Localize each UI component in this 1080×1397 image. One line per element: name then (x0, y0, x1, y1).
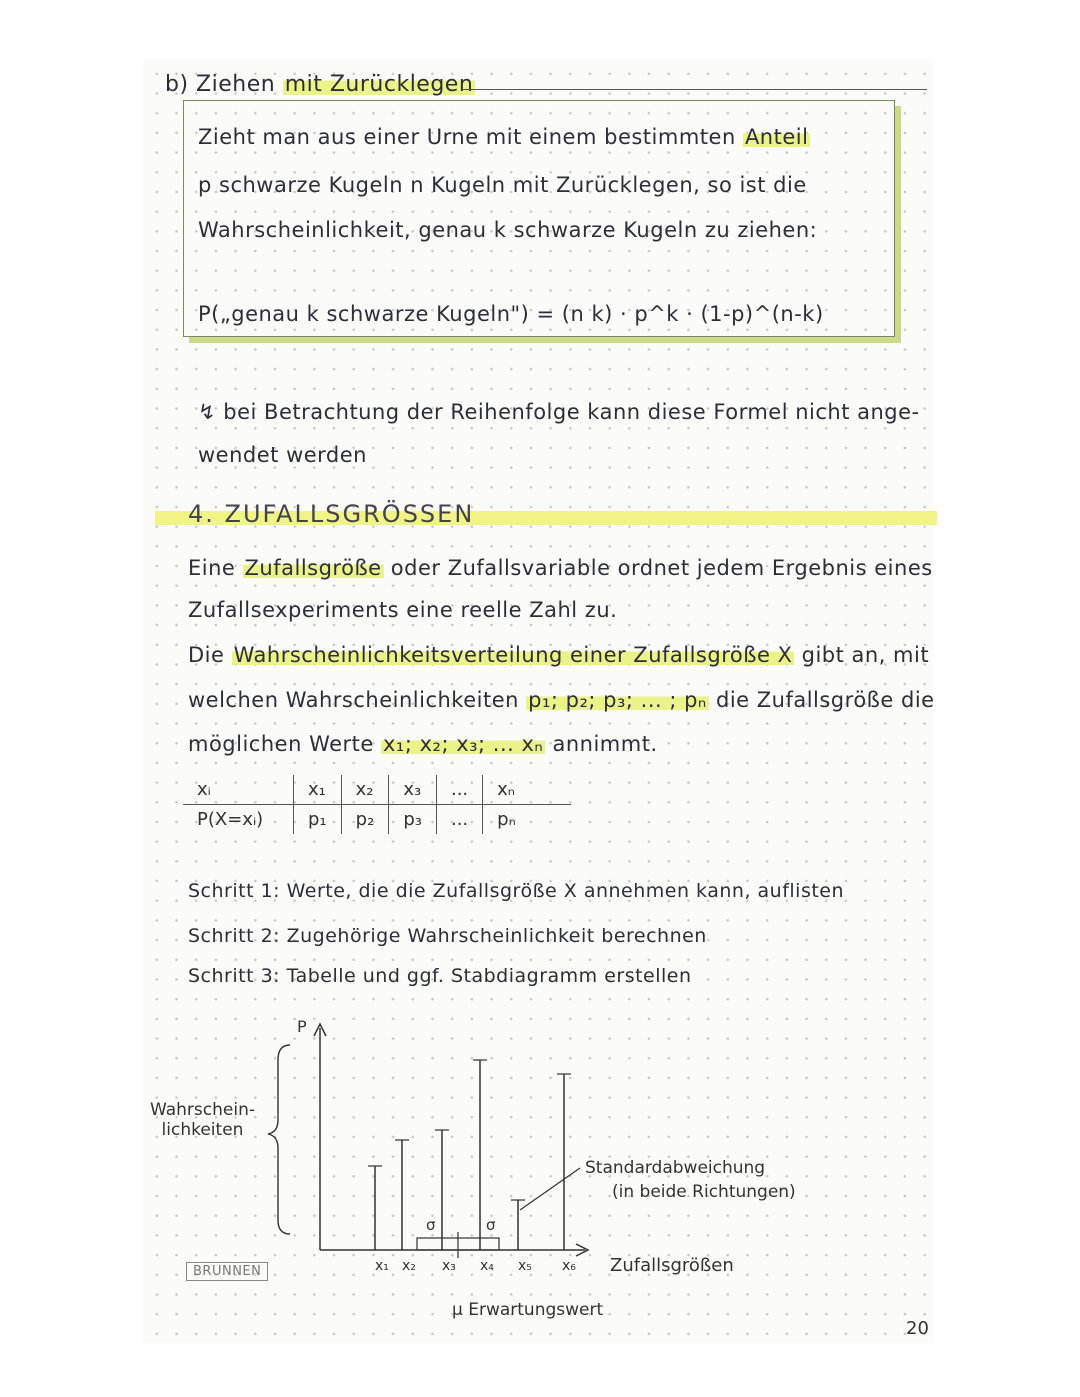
binomial-formula: P(„genau k schwarze Kugeln") = (n k) · p^k · (1-p)^(n-k) (198, 302, 824, 326)
para1-line2: Zufallsexperiments eine reelle Zahl zu. (188, 598, 618, 622)
para1-line1: Eine Zufallsgröße oder Zufallsvariable ordnet jedem Ergebnis eines (188, 556, 933, 580)
step-1: Schritt 1: Werte, die die Zufallsgröße X annehmen kann, auflisten (188, 880, 845, 902)
note-line-2: wendet werden (198, 443, 367, 467)
table-cell: P(X=xᵢ) (197, 809, 264, 830)
para2-line1: Die Wahrscheinlichkeitsverteilung einer Zufallsgröße X gibt an, mit (188, 643, 930, 667)
probabilities-label-line1: Wahrschein- (150, 1100, 255, 1120)
bars-group (368, 1060, 571, 1250)
page-number: 20 (906, 1318, 929, 1339)
box-line-3: Wahrscheinlichkeit, genau k schwarze Kugeln zu ziehen: (198, 218, 818, 242)
brand-logo: BRUNNEN (186, 1262, 268, 1281)
x-tick-label: x₄ (480, 1258, 494, 1274)
table-cell: p₁ (294, 805, 342, 835)
step-2: Schritt 2: Zugehörige Wahrscheinlichkeit berechnen (188, 925, 707, 947)
step-3: Schritt 3: Tabelle und ggf. Stabdiagramm erstellen (188, 965, 692, 987)
table-cell: xₙ (483, 775, 572, 805)
x-axis-label: Zufallsgrößen (610, 1255, 734, 1276)
section-b-heading: b) Ziehen mit Zurücklegen (165, 72, 474, 97)
box-line-1: Zieht man aus einer Urne mit einem bestimmten Anteil (198, 125, 809, 149)
brace (268, 1045, 290, 1234)
heading-underline (462, 89, 927, 90)
x-tick-label: x₂ (402, 1258, 416, 1274)
sigma-left: σ (426, 1216, 436, 1234)
table-row (183, 775, 571, 805)
probabilities-label (150, 1100, 255, 1140)
std-pointer (520, 1168, 580, 1210)
para2-line2: welchen Wahrscheinlichkeiten p₁; p₂; p₃; ... ; pₙ die Zufallsgröße die (188, 688, 935, 712)
table-cell: pₙ (483, 805, 572, 835)
table-cell: x₃ (389, 775, 437, 805)
std-label-line1: Standardabweichung (585, 1158, 766, 1178)
y-axis-label: P (297, 1017, 307, 1036)
distribution-table (183, 775, 571, 834)
note-line-1: ↯ bei Betrachtung der Reihenfolge kann diese Formel nicht ange- (198, 400, 920, 424)
x-tick-label: x₆ (562, 1258, 576, 1274)
x-tick-label: x₅ (518, 1258, 532, 1274)
x-tick-label: x₁ (375, 1258, 389, 1274)
section-4-title: 4. ZUFALLSGRÖSSEN (188, 500, 475, 528)
probabilities-label-line2: lichkeiten (161, 1120, 244, 1140)
table-cell: ... (436, 805, 482, 835)
box-line-2: p schwarze Kugeln n Kugeln mit Zurücklegen, so ist die (198, 173, 807, 197)
mu-label: μ Erwartungswert (452, 1300, 604, 1320)
table-row (183, 805, 571, 835)
std-label-line2: (in beide Richtungen) (612, 1182, 796, 1202)
table-cell: x₁ (294, 775, 342, 805)
para2-line3: möglichen Werte x₁; x₂; x₃; ... xₙ annimmt. (188, 732, 658, 756)
table-cell: p₂ (341, 805, 389, 835)
x-tick-label: x₃ (442, 1258, 456, 1274)
table-cell: p₃ (389, 805, 437, 835)
table-cell: ... (436, 775, 482, 805)
table-cell: xᵢ (183, 775, 294, 805)
sigma-right: σ (486, 1216, 496, 1234)
table-cell: x₂ (341, 775, 389, 805)
